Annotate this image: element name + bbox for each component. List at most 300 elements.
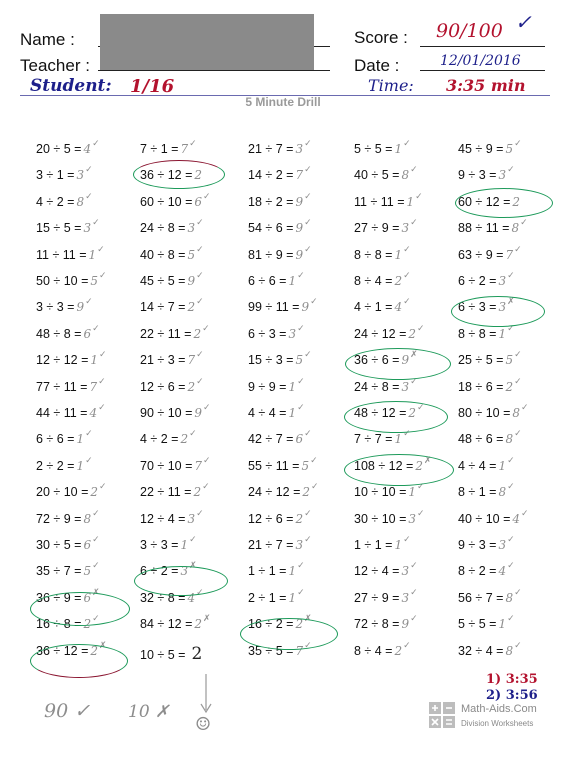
grade-mark: ✓ xyxy=(92,507,100,518)
grade-mark: ✓ xyxy=(304,507,312,518)
grade-mark: ✓ xyxy=(507,322,515,333)
problem-cell xyxy=(458,322,515,341)
problem-text: 55 ÷ 11 = xyxy=(248,458,300,473)
answer-text: 8 xyxy=(505,643,514,658)
grade-mark: ✓ xyxy=(203,454,211,465)
problem-cell xyxy=(248,164,312,183)
grade-mark: ✓ xyxy=(99,349,107,360)
error-circle xyxy=(344,454,454,486)
problem-cell xyxy=(354,190,423,209)
answer-text: 9 xyxy=(301,300,310,315)
answer-text: 3 xyxy=(498,168,507,183)
problem-cell xyxy=(140,138,197,156)
answer-text: 1 xyxy=(76,432,85,447)
answer-text: 2 xyxy=(394,274,403,288)
grade-mark: ✓ xyxy=(99,481,107,492)
problem-cell xyxy=(140,402,211,420)
grade-mark: ✓ xyxy=(85,164,93,175)
answer-text: 2 xyxy=(295,617,304,632)
grade-mark: ✓ xyxy=(514,639,522,650)
grade-mark: ✓ xyxy=(92,560,100,571)
problem-text: 4 ÷ 4 = xyxy=(248,406,287,420)
problem-cell xyxy=(248,243,312,262)
problem-cell xyxy=(248,402,305,420)
answer-text: 6 xyxy=(83,326,92,341)
error-circle xyxy=(133,160,225,189)
answer-text: 7 xyxy=(295,643,304,658)
problem-text: 30 ÷ 5 = xyxy=(36,538,82,552)
problem-cell xyxy=(36,428,93,447)
answer-text: 1 xyxy=(406,194,415,209)
grade-mark: ✗ xyxy=(410,349,418,360)
answer-text: 5 xyxy=(301,458,310,473)
redacted-name-box xyxy=(100,14,314,70)
answer-text: 3 xyxy=(498,300,507,315)
answer-text: 4 xyxy=(498,564,507,579)
problem-cell xyxy=(36,190,93,209)
grade-mark: ✓ xyxy=(297,402,305,412)
problem-text: 35 ÷ 5 = xyxy=(248,643,294,658)
problem-text: 11 ÷ 11 = xyxy=(36,247,87,262)
problem-text: 20 ÷ 5 = xyxy=(36,142,82,156)
problem-text: 12 ÷ 4 = xyxy=(354,564,400,579)
problem-text: 4 ÷ 4 = xyxy=(458,458,497,473)
grade-mark: ✓ xyxy=(403,243,411,254)
answer-text: 9 xyxy=(76,300,85,315)
problem-cell xyxy=(248,349,312,368)
problem-text: 12 ÷ 6 = xyxy=(140,379,186,394)
answer-text: 5 xyxy=(505,353,514,368)
answer-text: 2 xyxy=(191,643,203,664)
answer-text: 1 xyxy=(394,538,403,552)
problem-text: 45 ÷ 9 = xyxy=(458,142,504,156)
problem-cell xyxy=(248,296,318,315)
problem-text: 40 ÷ 10 = xyxy=(458,511,511,526)
grade-mark: ✓ xyxy=(507,560,515,571)
grade-mark: ✓ xyxy=(297,560,305,571)
answer-text: 9 xyxy=(295,221,304,236)
grade-mark: ✓ xyxy=(403,534,411,544)
problem-cell xyxy=(36,296,93,315)
problem-cell xyxy=(354,586,418,605)
time-attempt-1: 1) 3:35 xyxy=(486,672,538,687)
problem-cell xyxy=(458,270,515,288)
problem-cell xyxy=(248,375,305,394)
grade-mark: ✓ xyxy=(410,217,418,228)
answer-text: 1 xyxy=(288,274,297,288)
problem-cell xyxy=(36,402,106,420)
grade-mark: ✓ xyxy=(304,534,312,544)
problem-text: 9 ÷ 3 = xyxy=(458,168,497,183)
grade-mark: ✓ xyxy=(189,428,197,439)
grade-mark: ✗ xyxy=(423,454,432,465)
grade-mark: ✓ xyxy=(85,428,93,439)
problem-text: 40 ÷ 8 = xyxy=(140,247,186,262)
grade-mark: ✓ xyxy=(403,428,411,439)
answer-text: 2 xyxy=(415,458,423,473)
problem-text: 60 ÷ 12 = xyxy=(458,194,511,209)
answer-text: 2 xyxy=(90,485,99,500)
student-label: Student: xyxy=(30,76,112,96)
grade-mark: ✓ xyxy=(311,481,319,492)
problem-cell xyxy=(354,560,418,579)
problem-cell xyxy=(458,243,522,262)
problem-text: 12 ÷ 4 = xyxy=(140,511,186,526)
problem-text: 99 ÷ 11 = xyxy=(248,300,300,315)
problem-text: 9 ÷ 9 = xyxy=(248,379,287,394)
problem-text: 4 ÷ 2 = xyxy=(36,194,75,209)
grade-mark: ✓ xyxy=(304,190,312,201)
grade-mark: ✓ xyxy=(417,481,425,492)
grade-mark: ✓ xyxy=(203,190,211,201)
problem-cell xyxy=(248,534,312,552)
problem-cell xyxy=(354,481,425,500)
problem-text: 24 ÷ 8 = xyxy=(140,221,186,236)
problem-text: 10 ÷ 10 = xyxy=(354,485,407,500)
problem-cell xyxy=(458,217,528,236)
problem-text: 36 ÷ 9 = xyxy=(36,590,82,605)
grade-mark: ✓ xyxy=(196,270,204,280)
grade-mark: ✓ xyxy=(514,349,522,360)
error-circle xyxy=(240,618,338,650)
problem-cell xyxy=(354,217,418,236)
answer-text: 2 xyxy=(505,379,514,394)
problem-cell xyxy=(458,349,522,368)
problem-text: 42 ÷ 7 = xyxy=(248,432,294,447)
answer-text: 2 xyxy=(408,326,417,341)
answer-text: 3 xyxy=(187,511,196,526)
grade-mark: ✓ xyxy=(410,586,418,597)
problem-text: 48 ÷ 8 = xyxy=(36,326,82,341)
problem-text: 18 ÷ 2 = xyxy=(248,194,294,209)
answer-text: 2 xyxy=(187,379,196,394)
answer-text: 1 xyxy=(498,326,507,341)
answer-text: 1 xyxy=(498,458,507,473)
problem-text: 15 ÷ 5 = xyxy=(36,221,82,236)
student-value: 1/16 xyxy=(130,76,175,97)
grade-mark: ✓ xyxy=(202,322,210,333)
answer-text: 5 xyxy=(505,142,514,156)
grade-mark: ✓ xyxy=(92,534,100,544)
problem-text: 72 ÷ 8 = xyxy=(354,617,400,632)
grade-mark: ✓ xyxy=(403,270,411,280)
answer-text: 4 xyxy=(83,142,92,156)
problem-text: 8 ÷ 8 = xyxy=(458,326,497,341)
answer-text: 9 xyxy=(295,247,304,262)
grade-mark: ✓ xyxy=(310,454,318,465)
problem-text: 1 ÷ 1 = xyxy=(248,564,287,579)
problem-text: 32 ÷ 4 = xyxy=(458,643,504,658)
answer-text: 7 xyxy=(180,142,189,156)
answer-text: 1 xyxy=(288,590,297,605)
problem-text: 90 ÷ 10 = xyxy=(140,406,193,420)
grade-mark: ✓ xyxy=(196,507,204,518)
error-circle xyxy=(344,401,448,433)
problem-cell xyxy=(248,454,318,473)
grade-mark: ✓ xyxy=(507,164,515,175)
answer-text: 2 xyxy=(512,194,521,209)
problem-text: 48 ÷ 6 = xyxy=(458,432,504,447)
answer-text: 3 xyxy=(288,326,297,341)
problem-cell xyxy=(140,534,197,552)
grade-mark: ✓ xyxy=(189,138,197,148)
problem-text: 18 ÷ 6 = xyxy=(458,379,504,394)
grade-mark: ✓ xyxy=(304,164,312,175)
answer-text: 1 xyxy=(90,353,99,368)
problem-text: 24 ÷ 12 = xyxy=(248,485,301,500)
problem-text: 3 ÷ 3 = xyxy=(140,538,179,552)
grade-mark: ✓ xyxy=(514,138,522,148)
answer-text: 1 xyxy=(88,247,97,262)
grade-mark: ✓ xyxy=(415,190,423,201)
problem-text: 24 ÷ 12 = xyxy=(354,326,407,341)
problem-cell xyxy=(36,507,100,526)
answer-text: 7 xyxy=(505,247,514,262)
problem-cell xyxy=(36,534,100,552)
grade-mark: ✓ xyxy=(189,534,197,544)
problem-cell xyxy=(248,190,312,209)
problem-text: 84 ÷ 12 = xyxy=(140,617,193,632)
answer-text: 2 xyxy=(408,406,417,420)
problem-text: 8 ÷ 2 = xyxy=(458,564,497,579)
error-circle xyxy=(30,644,128,678)
answer-text: 8 xyxy=(498,485,507,500)
answer-text: 7 xyxy=(89,379,98,394)
problem-text: 72 ÷ 9 = xyxy=(36,511,82,526)
answer-text: 8 xyxy=(76,194,85,209)
grade-mark: ✓ xyxy=(507,534,515,544)
grade-mark: ✓ xyxy=(507,270,515,280)
problem-text: 8 ÷ 8 = xyxy=(354,247,393,262)
error-circle xyxy=(345,348,451,380)
problem-cell xyxy=(140,454,211,473)
answer-text: 5 xyxy=(187,247,196,262)
problem-cell xyxy=(248,428,312,447)
answer-text: 3 xyxy=(295,142,304,156)
problem-text: 80 ÷ 10 = xyxy=(458,406,511,420)
grade-mark: ✓ xyxy=(97,243,105,254)
problem-text: 30 ÷ 10 = xyxy=(354,511,407,526)
problem-cell xyxy=(248,481,319,500)
answer-text: 3 xyxy=(401,564,410,579)
problem-cell xyxy=(458,138,522,156)
score-check: ✓ xyxy=(515,10,532,34)
grade-mark: ✗ xyxy=(304,613,312,624)
answer-text: 2 xyxy=(193,485,202,500)
answer-text: 3 xyxy=(498,538,507,552)
answer-text: 3 xyxy=(187,221,196,236)
answer-text: 2 xyxy=(194,617,203,632)
problem-cell xyxy=(140,322,210,341)
tally-wrong: 10 ✗ xyxy=(128,702,170,722)
answer-text: 1 xyxy=(288,564,297,579)
problem-text: 6 ÷ 6 = xyxy=(248,274,287,288)
problem-cell xyxy=(248,586,305,605)
answer-text: 8 xyxy=(83,511,92,526)
problem-cell xyxy=(458,481,515,500)
answer-text: 9 xyxy=(194,406,203,420)
problem-cell xyxy=(36,270,107,288)
problem-text: 45 ÷ 5 = xyxy=(140,274,186,288)
problem-cell xyxy=(458,402,529,420)
tally-correct: 90 ✓ xyxy=(44,700,91,722)
problem-cell xyxy=(36,164,93,183)
grade-mark: ✗ xyxy=(92,586,100,597)
answer-text: 2 xyxy=(180,432,189,447)
grade-mark: ✓ xyxy=(521,402,529,412)
grade-mark: ✓ xyxy=(403,296,411,307)
error-circle xyxy=(455,188,553,218)
answer-text: 1 xyxy=(288,379,297,394)
answer-text: 6 xyxy=(83,590,92,605)
answer-text: 1 xyxy=(498,617,507,632)
problem-text: 16 ÷ 8 = xyxy=(36,617,82,632)
answer-text: 1 xyxy=(394,247,403,262)
problem-text: 36 ÷ 6 = xyxy=(354,353,400,368)
problem-text: 12 ÷ 12 = xyxy=(36,353,89,368)
date-line xyxy=(420,70,545,71)
answer-text: 3 xyxy=(408,511,417,526)
problem-text: 40 ÷ 5 = xyxy=(354,168,400,183)
problem-cell xyxy=(140,296,204,315)
grade-mark: ✓ xyxy=(304,349,312,360)
problem-text: 11 ÷ 11 = xyxy=(354,194,405,209)
problem-cell xyxy=(140,375,204,394)
problem-text: 88 ÷ 11 = xyxy=(458,221,510,236)
grade-mark: ✓ xyxy=(403,138,411,148)
problem-cell xyxy=(36,481,107,500)
problem-text: 63 ÷ 9 = xyxy=(458,247,504,262)
grade-mark: ✗ xyxy=(189,560,197,571)
problem-text: 5 ÷ 5 = xyxy=(354,142,393,156)
problem-text: 81 ÷ 9 = xyxy=(248,247,294,262)
problem-cell xyxy=(36,349,107,368)
grade-mark: ✓ xyxy=(507,613,515,624)
answer-text: 7 xyxy=(295,168,304,183)
problem-cell xyxy=(36,138,100,156)
answer-text: 2 xyxy=(193,326,202,341)
answer-text: 8 xyxy=(512,406,521,420)
error-circle xyxy=(451,296,545,327)
grade-mark: ✓ xyxy=(203,402,211,412)
grade-mark: ✓ xyxy=(98,375,106,386)
problem-text: 27 ÷ 9 = xyxy=(354,590,400,605)
problem-text: 24 ÷ 8 = xyxy=(354,379,400,394)
problem-text: 50 ÷ 10 = xyxy=(36,274,89,288)
problem-cell xyxy=(36,243,105,262)
problem-text: 36 ÷ 12 = xyxy=(36,643,89,658)
answer-text: 5 xyxy=(295,353,304,368)
name-label: Name : xyxy=(20,30,75,49)
grade-mark: ✓ xyxy=(196,243,204,254)
problem-cell xyxy=(140,243,204,262)
problem-cell xyxy=(458,375,522,394)
problem-text: 21 ÷ 7 = xyxy=(248,142,294,156)
answer-text: 4 xyxy=(512,511,521,526)
answer-text: 8 xyxy=(505,432,514,447)
logo-subtitle: Division Worksheets xyxy=(461,719,534,728)
problem-cell xyxy=(354,428,411,447)
grade-mark: ✓ xyxy=(304,639,312,650)
grade-mark: ✓ xyxy=(310,296,318,307)
problem-text: 6 ÷ 2 = xyxy=(140,564,179,579)
grade-mark: ✗ xyxy=(99,639,107,650)
problem-cell xyxy=(354,534,411,552)
answer-text: 6 xyxy=(194,194,203,209)
problem-text: 22 ÷ 11 = xyxy=(140,485,192,500)
answer-text: 2 xyxy=(394,643,403,658)
problem-text: 14 ÷ 7 = xyxy=(140,300,186,315)
grade-mark: ✓ xyxy=(297,270,305,280)
problem-text: 6 ÷ 6 = xyxy=(36,432,75,447)
answer-text: 1 xyxy=(394,142,403,156)
problem-cell xyxy=(248,270,305,288)
problem-text: 12 ÷ 6 = xyxy=(248,511,294,526)
problem-text: 21 ÷ 3 = xyxy=(140,353,186,368)
problem-cell xyxy=(140,613,211,632)
grade-mark: ✓ xyxy=(514,243,522,254)
problem-cell xyxy=(140,217,204,236)
problem-text: 16 ÷ 2 = xyxy=(248,617,294,632)
problem-text: 6 ÷ 2 = xyxy=(458,274,497,288)
problem-text: 22 ÷ 11 = xyxy=(140,326,192,341)
problem-cell xyxy=(354,322,425,341)
problem-text: 60 ÷ 10 = xyxy=(140,194,193,209)
answer-text: 9 xyxy=(295,194,304,209)
problem-text: 4 ÷ 2 = xyxy=(140,432,179,447)
answer-text: 9 xyxy=(187,274,196,288)
problem-cell xyxy=(36,454,93,473)
smiley-icon: ☺ xyxy=(195,714,212,735)
problem-text: 3 ÷ 1 = xyxy=(36,168,75,183)
time-label: Time: xyxy=(368,76,414,95)
problem-text: 2 ÷ 2 = xyxy=(36,458,75,473)
grade-mark: ✓ xyxy=(410,375,418,386)
grade-mark: ✓ xyxy=(85,190,93,201)
problem-text: 8 ÷ 4 = xyxy=(354,643,393,658)
problem-cell xyxy=(354,613,418,632)
grade-mark: ✗ xyxy=(203,613,211,624)
problem-cell xyxy=(140,428,197,447)
grade-mark: ✓ xyxy=(92,613,100,624)
problem-cell xyxy=(248,217,312,236)
grade-mark: ✓ xyxy=(514,586,522,597)
grade-mark: ✓ xyxy=(304,428,312,439)
answer-text: 4 xyxy=(394,300,403,315)
grade-mark: ✓ xyxy=(297,586,305,597)
grade-mark: ✓ xyxy=(92,322,100,333)
problem-cell xyxy=(458,586,522,605)
grade-mark: ✓ xyxy=(297,322,305,333)
problem-cell xyxy=(140,644,203,664)
answer-text: 2 xyxy=(187,300,196,315)
problem-text: 56 ÷ 7 = xyxy=(458,590,504,605)
problem-cell xyxy=(140,190,211,209)
problem-cell xyxy=(140,507,204,526)
answer-text: 1 xyxy=(180,538,189,552)
problem-text: 6 ÷ 3 = xyxy=(248,326,287,341)
grade-mark: ✓ xyxy=(507,481,515,492)
problem-cell xyxy=(354,375,418,394)
answer-text: 4 xyxy=(187,590,196,605)
answer-text: 8 xyxy=(511,221,520,236)
problem-cell xyxy=(140,481,210,500)
answer-text: 3 xyxy=(83,221,92,236)
answer-text: 1 xyxy=(76,458,85,473)
problem-text: 25 ÷ 5 = xyxy=(458,353,504,368)
problem-cell xyxy=(248,560,305,579)
problem-text: 27 ÷ 9 = xyxy=(354,221,400,236)
